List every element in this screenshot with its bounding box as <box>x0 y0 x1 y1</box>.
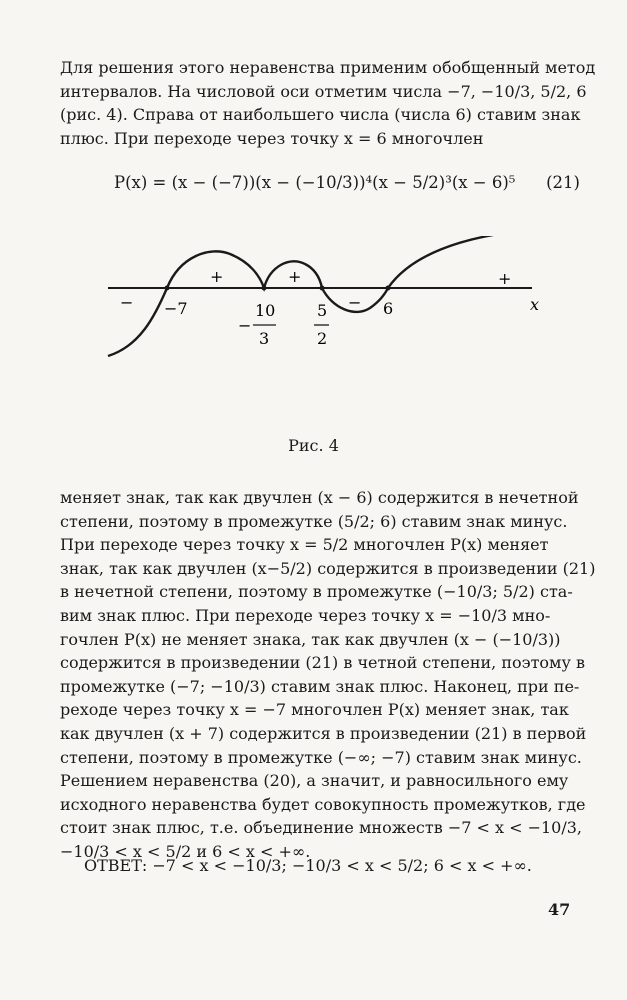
sign-interval-3: + <box>288 267 302 286</box>
text-line: Для решения этого неравенства применим обобщенный метод <box>60 58 596 77</box>
text-line: содержится в произведении (21) в четной степени, поэтому в <box>60 653 586 673</box>
text-line: стоит знак плюс, т.е. объединение множеств −7 < x < −10/3, <box>60 818 582 838</box>
text-line: промежутке (−7; −10/3) ставим знак плюс. Наконец, при пе- <box>60 676 580 696</box>
point-marker <box>262 286 267 291</box>
text-line: интервалов. На числовой оси отметим числа −7, −10/3, 5/2, 6 <box>60 81 587 101</box>
text-line: гочлен P(x) не меняет знака, так как двучлен (x − (−10/3)) <box>60 629 561 649</box>
answer-line: ОТВЕТ: −7 < x < −10/3; −10/3 < x < 5/2; 6 < x < +∞. <box>84 856 532 875</box>
point-label-5-2-denominator: 2 <box>317 329 328 348</box>
point-marker <box>320 286 325 291</box>
point-label-6: 6 <box>383 299 394 318</box>
text-line: Решением неравенства (20), а значит, и равносильного ему <box>60 771 569 791</box>
text-line: знак, так как двучлен (x−5/2) содержится в произведении (21) <box>60 558 596 578</box>
text-line: При переходе через точку x = 5/2 многочлен P(x) меняет <box>60 535 549 555</box>
sign-chart-figure <box>100 236 540 366</box>
formula-number: (21) <box>546 173 580 192</box>
axis-label-x: x <box>530 295 540 314</box>
formula-text: P(x) = (x − (−7))(x − (−10/3))⁴(x − 5/2)³(x − 6)⁵ <box>114 173 516 192</box>
text-line: как двучлен (x + 7) содержится в произведении (21) в первой <box>60 723 587 743</box>
text-line: степени, поэтому в промежутке (−∞; −7) ставим знак минус. <box>60 747 582 767</box>
text-line: вим знак плюс. При переходе через точку x = −10/3 мно- <box>60 605 551 625</box>
point-label-minus-sign: − <box>238 316 252 335</box>
text-line: меняет знак, так как двучлен (x − 6) содержится в нечетной <box>60 488 579 507</box>
text-line: в нечетной степени, поэтому в промежутке (−10/3; 5/2) ста- <box>60 582 573 602</box>
text-line: степени, поэтому в промежутке (5/2; 6) ставим знак минус. <box>60 511 568 531</box>
intro-paragraph <box>60 56 596 150</box>
page-number: 47 <box>548 900 571 919</box>
sign-interval-2: + <box>210 267 224 286</box>
body-paragraph <box>60 486 596 864</box>
point-label-10-3-numerator: 10 <box>255 301 276 320</box>
figure-caption: Рис. 4 <box>288 436 339 455</box>
text-line: (рис. 4). Справа от наибольшего числа (числа 6) ставим знак <box>60 105 581 125</box>
text-line: исходного неравенства будет совокупность промежутков, где <box>60 794 586 814</box>
point-label-5-2-numerator: 5 <box>317 301 328 320</box>
text-line: реходе через точку x = −7 многочлен P(x) меняет знак, так <box>60 700 569 720</box>
text-line: −10/3 < x < 5/2 и 6 < x < +∞. <box>60 841 311 861</box>
point-marker <box>386 286 391 291</box>
point-label-minus-7: −7 <box>164 299 188 318</box>
point-label-10-3-denominator: 3 <box>259 329 270 348</box>
sign-interval-5: + <box>498 269 512 288</box>
point-marker <box>165 286 170 291</box>
sign-interval-1: − <box>120 293 134 312</box>
sign-interval-4: − <box>348 293 362 312</box>
text-line: плюс. При переходе через точку x = 6 многочлен <box>60 128 484 148</box>
